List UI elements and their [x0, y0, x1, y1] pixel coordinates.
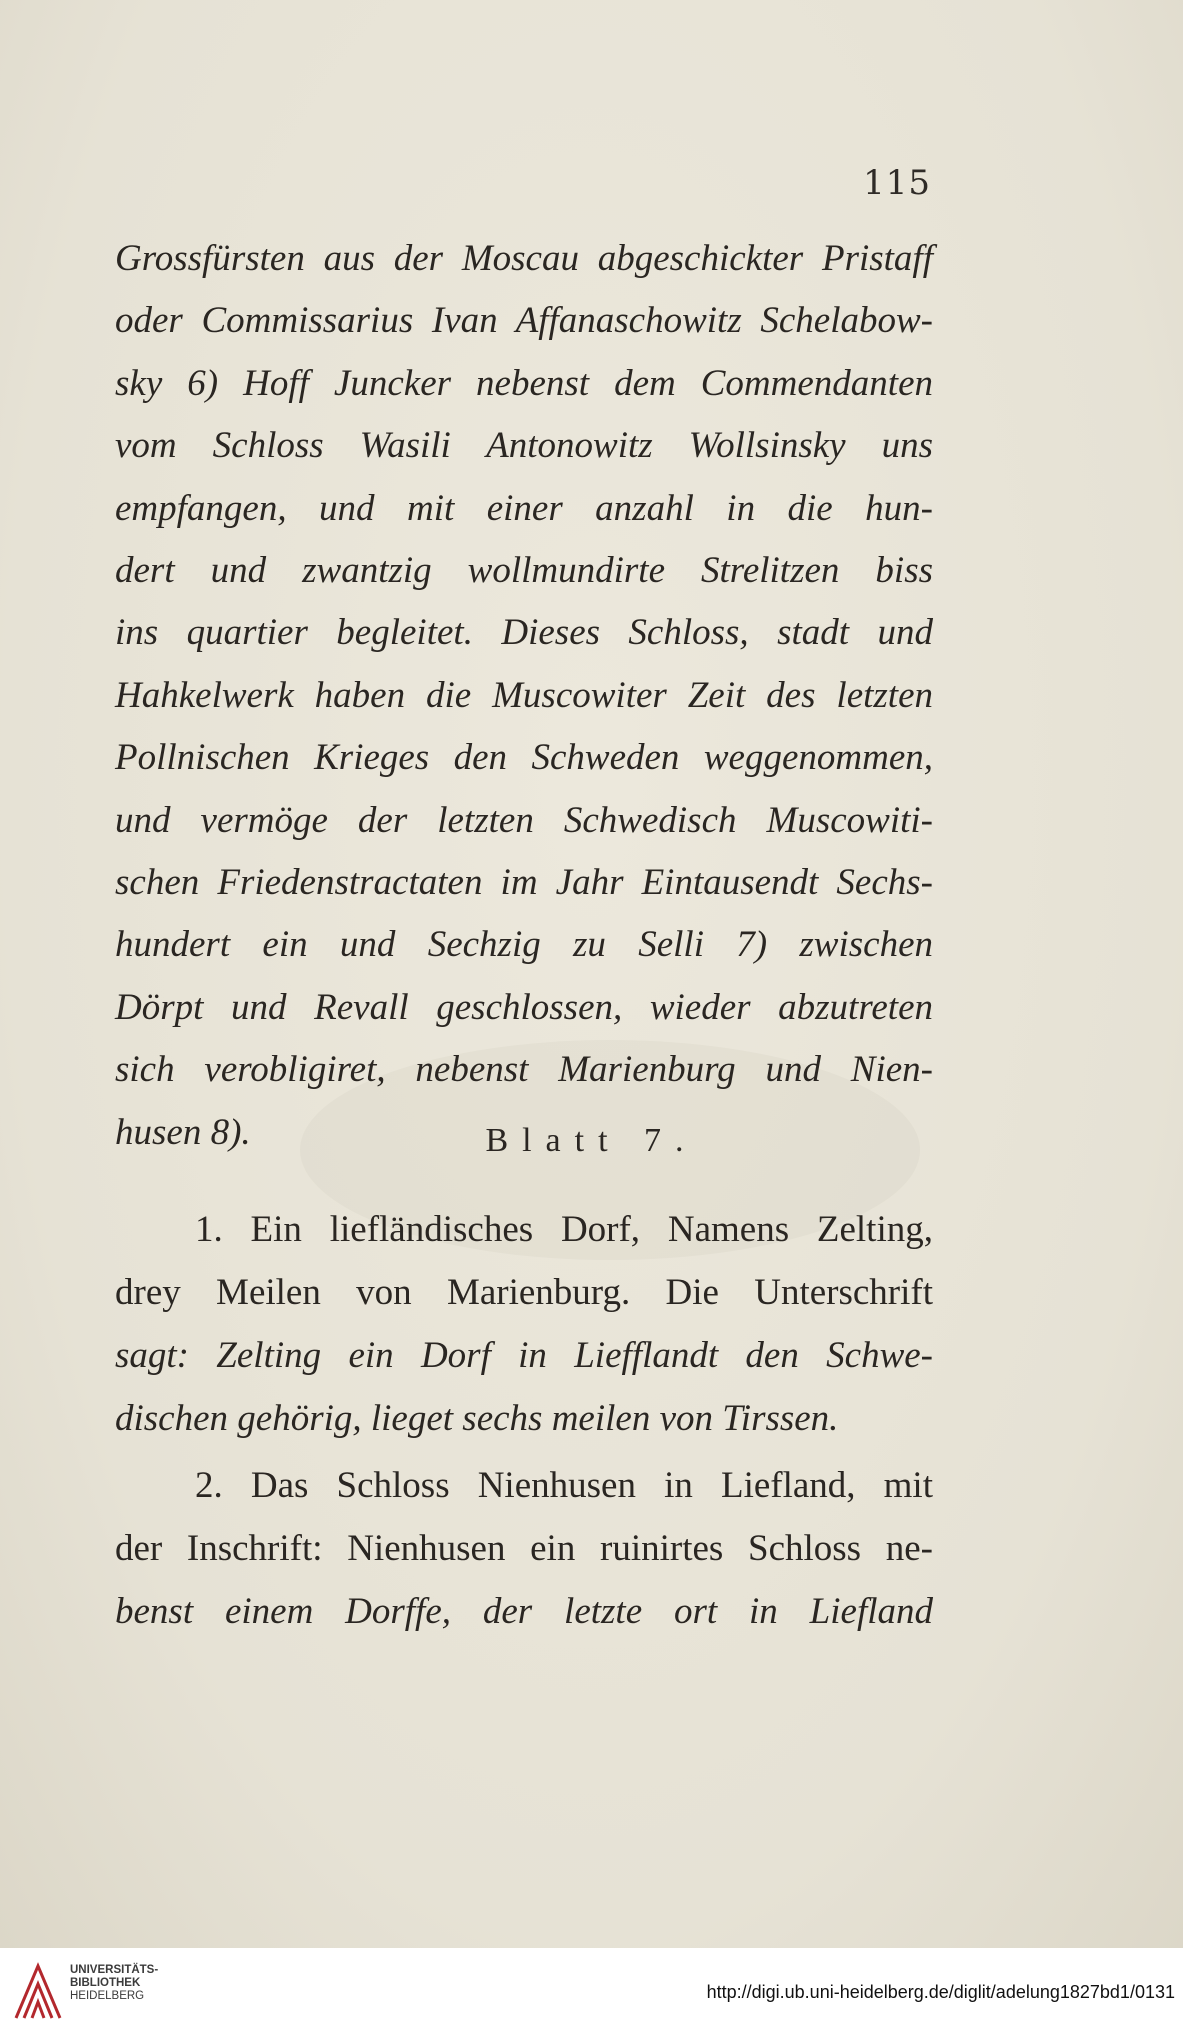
source-url-link[interactable]: http://digi.ub.uni-heidelberg.de/diglit/adelung1827bd1/0131 — [706, 1982, 1175, 2002]
library-name-line: BIBLIOTHEK — [70, 1977, 141, 1989]
text-line: der Inschrift: Nienhusen ein ruinirtes Schloss ne- — [115, 1528, 933, 1569]
text-line: Dörpt und Revall geschlossen, wieder abzutreten — [115, 986, 933, 1028]
text-line: 2. Das Schloss Nienhusen in Liefland, mit — [195, 1465, 933, 1506]
text-line: Grossfürsten aus der Moscau abgeschickter Pristaff — [115, 238, 933, 279]
text-line: Hahkelwerk haben die Muscowiter Zeit des letzten — [115, 674, 933, 716]
text-line: sky 6) Hoff Juncker nebenst dem Commendanten — [115, 362, 933, 404]
text-line: sich verobligiret, nebenst Marienburg und Nien- — [115, 1049, 933, 1091]
text-line: 1. Ein liefländisches Dorf, Namens Zelting, — [195, 1209, 933, 1250]
library-logo-icon — [12, 1960, 64, 2020]
library-name — [70, 1964, 158, 2003]
page-number: 115 — [863, 163, 931, 203]
text-line: schen Friedenstractaten im Jahr Eintausendt Sechs- — [115, 862, 933, 904]
library-name-line: HEIDELBERG — [70, 1990, 145, 2002]
text-line: und vermöge der letzten Schwedisch Muscowiti- — [115, 799, 933, 841]
text-line: benst einem Dorffe, der letzte ort in Liefland — [115, 1591, 933, 1632]
paragraph-1 — [115, 228, 933, 1164]
section-title: Blatt 7. — [485, 1122, 698, 1159]
library-name-line: UNIVERSITÄTS- — [70, 1964, 159, 1976]
text-line: hundert ein und Sechzig zu Selli 7) zwischen — [115, 924, 933, 966]
text-line: sagt: Zelting ein Dorf in Liefflandt den Schwe- — [115, 1335, 933, 1376]
text-line: ins quartier begleitet. Dieses Schloss, stadt und — [115, 612, 933, 654]
text-line: empfangen, und mit einer anzahl in die hun- — [115, 487, 933, 529]
footer-bar — [0, 1948, 1183, 2033]
text-line: Pollnischen Krieges den Schweden weggenommen, — [115, 737, 933, 779]
text-line: husen 8). — [115, 1111, 251, 1153]
text-line: vom Schloss Wasili Antonowitz Wollsinsky uns — [115, 425, 933, 467]
text-line: dischen gehörig, lieget sechs meilen von Tirssen. — [115, 1398, 839, 1439]
text-line: oder Commissarius Ivan Affanaschowitz Schelabow- — [115, 300, 933, 342]
text-line: dert und zwantzig wollmundirte Strelitzen biss — [115, 550, 933, 592]
paragraph-2 — [115, 1198, 933, 1643]
text-line: drey Meilen von Marienburg. Die Unterschrift — [115, 1272, 933, 1313]
